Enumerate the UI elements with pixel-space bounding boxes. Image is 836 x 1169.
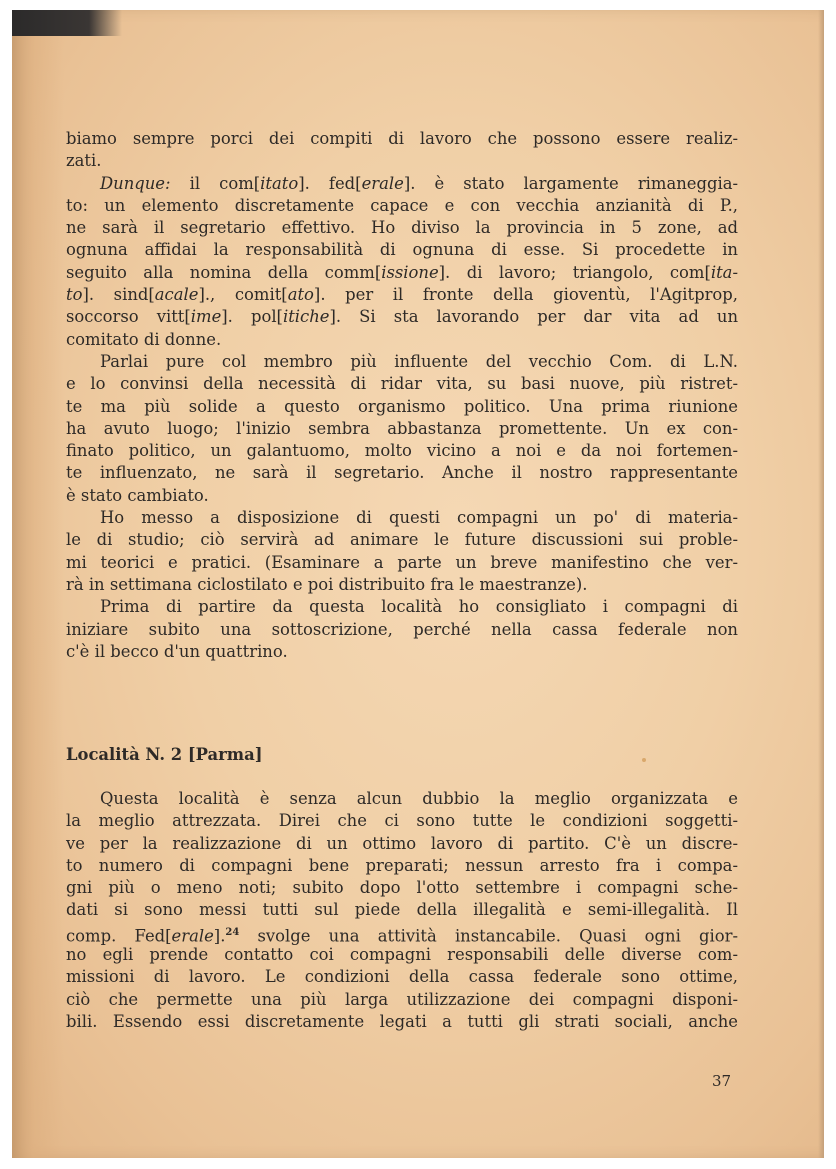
book-page [12,10,824,1158]
text-line: no egli prende contatto coi compagni responsabili delle diverse com- [66,945,738,965]
text-line: Dunque: il com[itato]. fed[erale]. è stato largamente rimaneggia- [100,173,739,193]
dark-corner-fragment [12,10,122,36]
text-line: soccorso vitt[ime]. pol[itiche]. Si sta lavorando per dar vita ad un [66,307,738,327]
text-line: e lo convinsi della necessità di ridar vita, su basi nuove, più ristret- [66,374,738,394]
text-line: la meglio attrezzata. Direi che ci sono tutte le condizioni soggetti- [66,811,738,831]
text-line: ha avuto luogo; l'inizio sembra abbastanza promettente. Un ex con- [66,418,738,438]
text-line: te influenzato, ne sarà il segretario. Anche il nostro rappresentante [66,463,738,483]
body-text-block-2 [66,788,738,1033]
text-line: comp. Fed[erale].$^{24}$ svolge una attività instancabile. Quasi ogni gior- [66,926,738,946]
section-heading: Località N. 2 [Parma] [66,745,263,764]
text-line: to numero di compagni bene preparati; nessun arresto fra i compa- [66,855,738,875]
text-line: seguito alla nomina della comm[issione]. di lavoro; triangolo, com[ita- [66,262,738,282]
text-line: iniziare subito una sottoscrizione, perché nella cassa federale non [66,619,738,639]
text-line: le di studio; ciò servirà ad animare le future discussioni sui proble- [66,530,738,550]
text-line: bili. Essendo essi discretamente legati a tutti gli strati sociali, anche [66,1011,738,1031]
text-line: ne sarà il segretario effettivo. Ho diviso la provincia in 5 zone, ad [66,218,738,238]
page-number: 37 [712,1072,732,1090]
text-line: è stato cambiato. [66,485,209,505]
text-line: c'è il becco d'un quattrino. [66,641,288,661]
text-line: ognuna affidai la responsabilità di ognuna di esse. Si procedette in [66,240,738,260]
text-line: Prima di partire da questa località ho consigliato i compagni di [100,597,738,617]
text-line: dati si sono messi tutti sul piede della illegalità e semi-illegalità. Il [66,900,738,920]
text-line: zati. [66,151,102,171]
text-line: to]. sind[acale]., comit[ato]. per il fronte della gioventù, l'Agitprop, [66,285,738,305]
text-line: finato politico, un galantuomo, molto vicino a noi e da noi fortemen- [66,441,738,461]
text-line: ve per la realizzazione di un ottimo lavoro di partito. C'è un discre- [66,833,738,853]
text-line: Ho messo a disposizione di questi compagni un po' di materia- [100,508,738,528]
text-line: ciò che permette una più larga utilizzazione dei compagni disponi- [66,989,738,1009]
text-line: Questa località è senza alcun dubbio la meglio organizzata e [100,789,738,808]
text-line: Parlai pure col membro più influente del vecchio Com. di L.N. [100,351,738,371]
body-text-block-1 [66,128,738,663]
emphasis: Dunque: [100,173,171,193]
text-line: mi teorici e pratici. (Esaminare a parte un breve manifestino che ver- [66,552,738,572]
text-line: comitato di donne. [66,329,222,349]
text-line: biamo sempre porci dei compiti di lavoro che possono essere realiz- [66,129,738,148]
page-edge-shadow [818,10,824,1158]
text-line: rà in settimana ciclostilato e poi distribuito fra le maestranze). [66,574,588,594]
page-spine-shadow [12,10,64,1158]
text-line: gni più o meno noti; subito dopo l'otto settembre i compagni sche- [66,878,738,898]
text-line: missioni di lavoro. Le condizioni della cassa federale sono ottime, [66,967,738,987]
paper-speck [642,758,646,762]
text-line: te ma più solide a questo organismo politico. Una prima riunione [66,396,738,416]
text-line: to: un elemento discretamente capace e con vecchia anzianità di P., [66,195,738,215]
